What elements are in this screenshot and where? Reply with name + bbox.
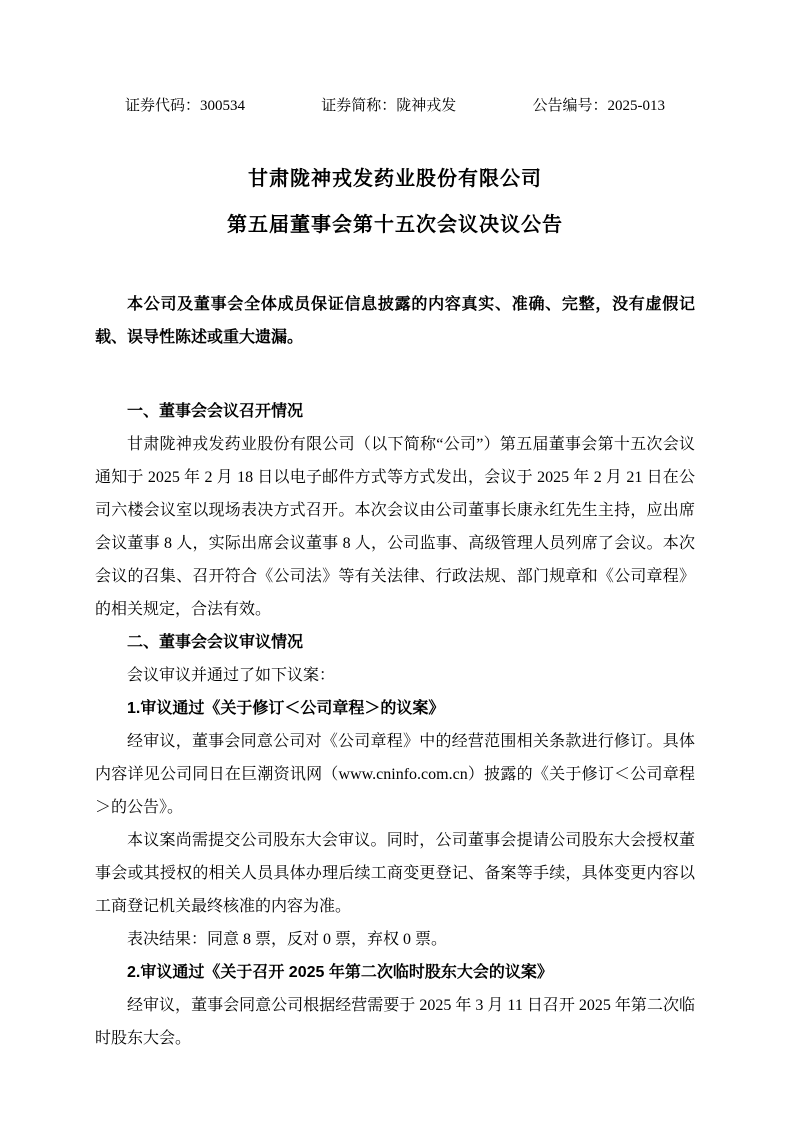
company-name-title: 甘肃陇神戎发药业股份有限公司 <box>248 168 542 190</box>
resolution-2-title: 2.审议通过《关于召开 2025 年第二次临时股东大会的议案》 <box>127 964 553 981</box>
stock-short-name: 证券简称：陇神戎发 <box>321 98 457 114</box>
resolution-1-vote-result: 表决结果：同意 8 票，反对 0 票，弃权 0 票。 <box>127 931 448 948</box>
document-body <box>95 395 695 1055</box>
resolution-2-detail-paragraph: 经审议，董事会同意公司根据经营需要于 2025 年 3 月 11 日召开 2025 年第二次临时股东大会。 <box>95 997 695 1047</box>
disclaimer-statement: 本公司及董事会全体成员保证信息披露的内容真实、准确、完整，没有虚假记载、误导性陈述或重大遗漏。 <box>95 296 695 346</box>
document-header <box>95 96 695 116</box>
deliberation-intro-paragraph: 会议审议并通过了如下议案： <box>127 667 336 684</box>
announcement-number: 公告编号：2025-013 <box>532 98 665 114</box>
resolution-1-title: 1.审议通过《关于修订＜公司章程＞的议案》 <box>127 700 445 717</box>
resolution-1-authorization-paragraph: 本议案尚需提交公司股东大会审议。同时，公司董事会提请公司股东大会授权董事会或其授权的相关人员具体办理后续工商变更登记、备案等手续，具体变更内容以工商登记机关最终核准的内容为准。 <box>95 832 695 915</box>
section-heading-2: 二、董事会会议审议情况 <box>127 634 304 651</box>
meeting-convening-paragraph: 甘肃陇神戎发药业股份有限公司（以下简称“公司”）第五届董事会第十五次会议通知于 2025 年 2 月 18 日以电子邮件方式等方式发出，会议于 2025 年 2 月 21 日在公司六楼会议室以现场表决方式召开。本次会议由公司董事长康永红先生主持，应出席会议董事 8 人，实际出席会议董事 8 人，公司监事、高级管理人员列席了会议。本次会议的召集、召开符合《公司法》等有关法律、行政法规、部门规章和《公司章程》的相关规定，合法有效。 <box>95 436 695 618</box>
document-title <box>95 156 695 248</box>
meeting-resolution-title: 第五届董事会第十五次会议决议公告 <box>227 214 563 236</box>
resolution-1-detail-paragraph: 经审议，董事会同意公司对《公司章程》中的经营范围相关条款进行修订。具体内容详见公司同日在巨潮资讯网（www.cninfo.com.cn）披露的《关于修订＜公司章程＞的公告》。 <box>95 733 695 816</box>
section-heading-1: 一、董事会会议召开情况 <box>127 403 304 420</box>
stock-code: 证券代码：300534 <box>125 98 246 114</box>
